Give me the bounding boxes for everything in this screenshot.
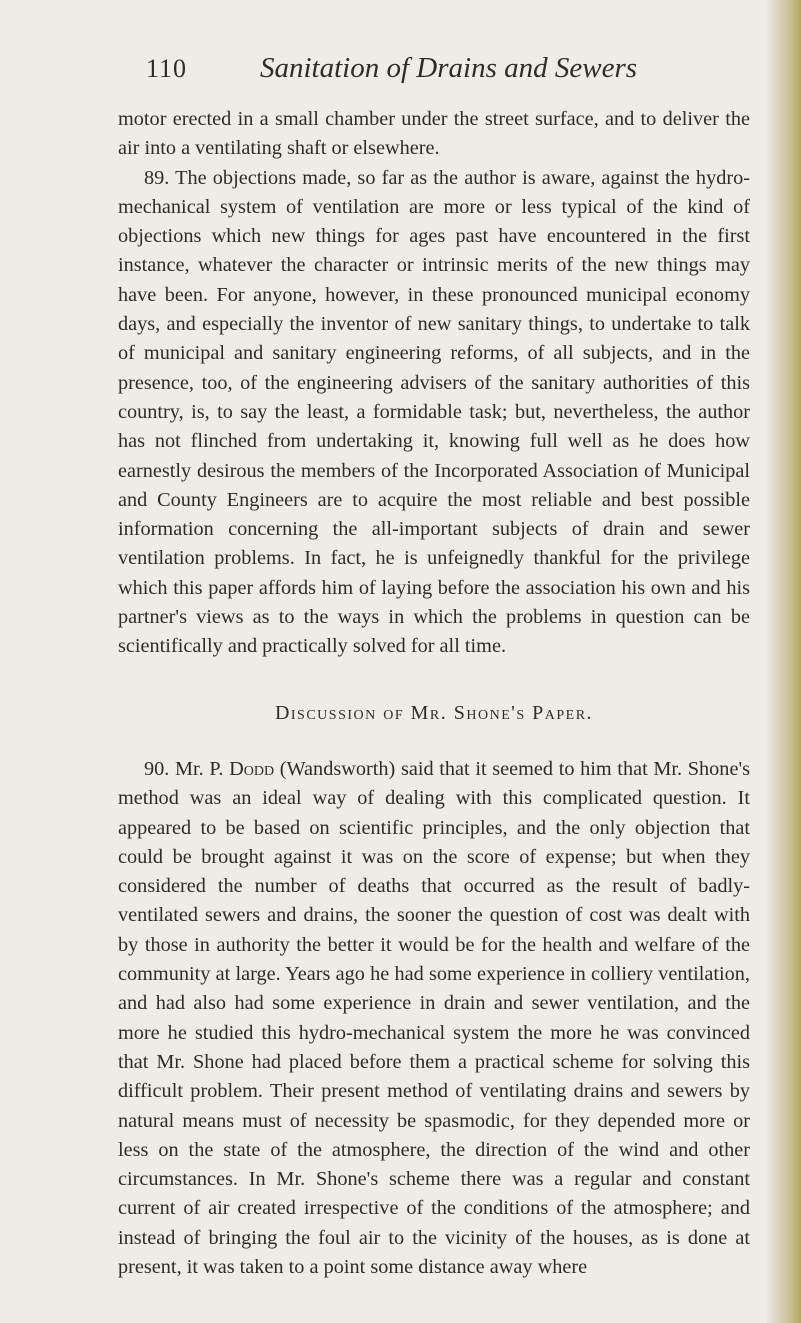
speaker-name: Dodd (229, 757, 275, 780)
paragraph-continuation: motor erected in a small chamber under the street surface, and to deliver the air into a ventilating shaft or elsewhere. (118, 108, 750, 160)
page-header (146, 48, 746, 88)
book-spine-shadow (767, 0, 801, 1323)
section-heading: Discussion of Mr. Shone's Paper. (274, 701, 594, 724)
running-head: Sanitation of Drains and Sewers (260, 52, 638, 84)
page-number: 110 (146, 54, 188, 83)
paragraph-90-text: (Wandsworth) said that it seemed to him that Mr. Shone's method was an ideal way of dealing with this complicated question. It appeared to be based on scientific principles, and the only objection that could be brought against it was on the score of expense; but when they considered the number of deaths that occurred as the result of badly-ventilated sewers and drains, the sooner the question of cost was dealt with by those in authority the better it would be for the health and welfare of the community at large. Years ago he had some experience in colliery ventilation, and had also had some experience in drain and sewer ventilation, and the more he studied this hydro-mechanical system the more he was convinced that Mr. Shone had placed before them a practical scheme for solving this difficult problem. Their present method of ventilating drains and sewers by natural means must of necessity be spasmodic, for they depended more or less on the state of the atmosphere, the direction of the wind and other circumstances. In Mr. Shone's scheme there was a regular and constant current of air created irrespective of the conditions of the atmosphere; and instead of bringing the foul air to the vicinity of the houses, as is done at present, it was taken to a point some distance away where (118, 757, 750, 1278)
paragraph-89: 89. The objections made, so far as the author is aware, against the hydro-mechanical system of ventilation are more or less typical of the kind of objections which new things for ages past have encountered in the first instance, whatever the character or intrinsic merits of the new things may have been. For anyone, however, in these pronounced municipal economy days, and especially the inventor of new sanitary things, to undertake to talk of municipal and sanitary engineering reforms, of all subjects, and in the presence, too, of the engineering advisers of the sanitary authorities of this country, is, to say the least, a formidable task; but, nevertheless, the author has not flinched from undertaking it, knowing full well as he does how earnestly desirous the members of the Incorporated Association of Municipal and County Engineers are to acquire the most reliable and best possible information concerning the all-important subjects of drain and sewer ventilation problems. In fact, he is unfeignedly thankful for the privilege which this paper affords him of laying before the association his own and his partner's views as to the ways in which the problems in question can be scientifically and practically solved for all time. (118, 166, 750, 658)
paragraph-90-number: 90. Mr. P. (144, 757, 224, 780)
paragraph-90 (118, 755, 750, 1282)
body-text (118, 105, 750, 1282)
